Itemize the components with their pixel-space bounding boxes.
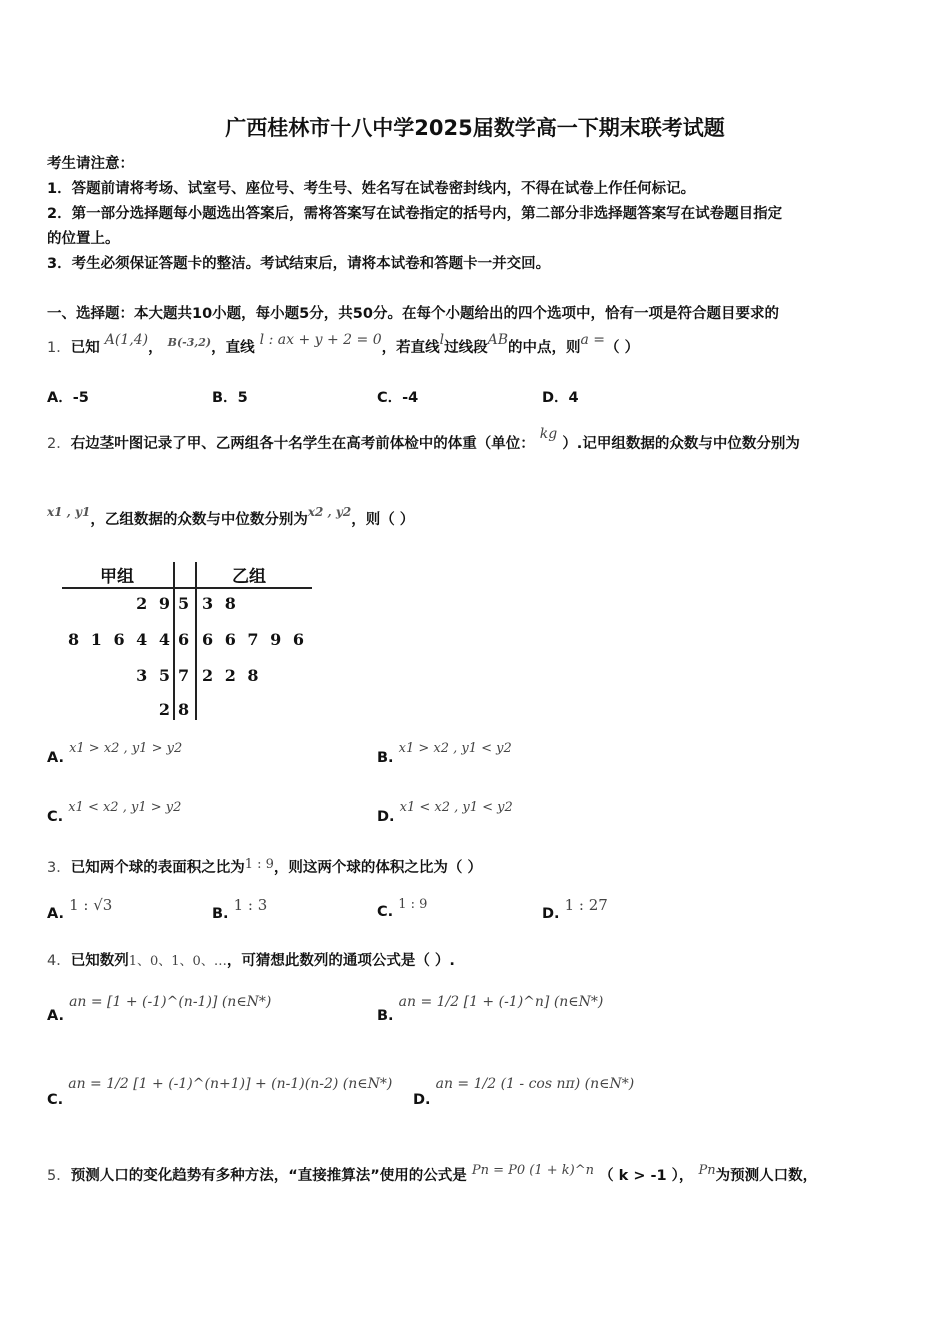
section-heading: 一、选择题：本大题共10小题，每小题5分，共50分。在每个小题给出的四个选项中，恰有一项是符合题目要求的 — [47, 306, 779, 322]
question-3 — [47, 856, 482, 877]
q-text: 已知数列 — [70, 953, 129, 969]
stem: 6 — [178, 630, 190, 649]
question-number: 2． — [47, 436, 71, 452]
left-leaves: 2 9 — [136, 594, 170, 613]
left-leaves: 2 — [158, 700, 170, 719]
q-text: 为预测人口数， — [715, 1168, 818, 1184]
q-text: ，可猜想此数列的通项公式是（ ）. — [226, 953, 455, 969]
page-title: 广西桂林市十八中学2025届数学高一下期末联考试题 — [225, 116, 725, 140]
condition: （ k > -1 ）， — [599, 1168, 694, 1184]
notice-item: 1．答题前请将考场、试室号、座位号、考生号、姓名写在试卷密封线内，不得在试卷上作任何标记。 — [47, 181, 696, 197]
q-text: ， — [148, 340, 163, 356]
sequence: 1、0、1、0、… — [128, 954, 227, 969]
notice-item: 2．第一部分选择题每小题选出答案后，需将答案写在试卷指定的括号内，第二部分非选择题答案写在试卷题目指定 — [47, 206, 783, 222]
question-number: 4． — [47, 953, 71, 969]
q1-option-a[interactable]: A．-5 — [47, 390, 89, 406]
pn: Pn — [698, 1163, 716, 1178]
q3-option-d[interactable]: D. 1 : 27 — [542, 896, 608, 922]
q-text: 过线段 — [444, 340, 488, 356]
q1-option-c[interactable]: C．-4 — [377, 390, 419, 406]
question-2 — [47, 426, 800, 453]
point-a: A(1,4) — [104, 332, 149, 348]
stem: 8 — [178, 700, 190, 719]
question-number: 3． — [47, 860, 71, 876]
x1-y1: x1 , y1 — [47, 505, 91, 519]
q2-option-d[interactable]: D. x1 < x2 , y1 < y2 — [377, 800, 513, 825]
stem-leaf-table — [60, 552, 320, 722]
q-text: 右边茎叶图记录了甲、乙两组各十名学生在高考前体检中的体重（单位： — [70, 436, 535, 452]
variable-a: a = — [580, 332, 606, 348]
q1-option-b[interactable]: B．5 — [212, 390, 248, 406]
notice-item: 3．考生必须保证答题卡的整洁。考试结束后，请将本试卷和答题卡一并交回。 — [47, 256, 551, 272]
q2-option-b[interactable]: B. x1 > x2 , y1 < y2 — [377, 741, 512, 766]
q-text: 预测人口的变化趋势有多种方法，“直接推算法”使用的公式是 — [70, 1168, 467, 1184]
q-text: 的中点，则 — [508, 340, 581, 356]
right-leaves: 3 8 — [202, 594, 236, 613]
question-number: 5． — [47, 1168, 71, 1184]
formula: Pn = P0 (1 + k)^n — [471, 1163, 595, 1178]
unit-kg: kg — [539, 426, 558, 442]
question-number: 1． — [47, 340, 71, 356]
question-5 — [47, 1164, 817, 1185]
q-text: 已知两个球的表面积之比为 — [70, 860, 245, 876]
q-text: 已知 — [70, 340, 100, 356]
line-symbol: l — [439, 332, 445, 348]
q-text: （ ） — [605, 340, 640, 356]
q2-option-a[interactable]: A. x1 > x2 , y1 > y2 — [47, 741, 183, 766]
notice-item: 的位置上。 — [47, 231, 120, 247]
right-header: 乙组 — [232, 567, 266, 587]
q4-option-d[interactable]: D. an = 1/2 (1 - cos nπ) (n∈N*) — [413, 1076, 635, 1108]
question-1 — [47, 332, 640, 357]
line-equation: l : ax + y + 2 = 0 — [259, 332, 382, 348]
q-text: ，若直线 — [381, 340, 440, 356]
point-b: B(-3,2) — [167, 336, 212, 349]
q3-option-b[interactable]: B. 1 : 3 — [212, 896, 268, 922]
left-header: 甲组 — [100, 567, 134, 587]
q3-option-a[interactable]: A. 1 : √3 — [47, 896, 113, 922]
q2-option-c[interactable]: C. x1 < x2 , y1 > y2 — [47, 800, 182, 825]
stem: 7 — [178, 666, 190, 685]
q1-option-d[interactable]: D．4 — [542, 390, 579, 406]
q-text: ，则（ ） — [351, 512, 415, 528]
q4-option-b[interactable]: B. an = 1/2 [1 + (-1)^n] (n∈N*) — [377, 994, 604, 1024]
q4-option-a[interactable]: A. an = [1 + (-1)^(n-1)] (n∈N*) — [47, 994, 272, 1024]
q4-option-c[interactable]: C. an = 1/2 [1 + (-1)^(n+1)] + (n-1)(n-2) (n∈N*) — [47, 1076, 393, 1108]
ratio: 1 : 9 — [244, 857, 274, 872]
left-leaves: 8 1 6 4 4 — [68, 630, 170, 649]
x2-y2: x2 , y2 — [307, 505, 352, 519]
question-4 — [47, 949, 455, 970]
left-leaves: 3 5 — [136, 666, 170, 685]
q3-option-c[interactable]: C. 1 : 9 — [377, 897, 428, 920]
segment-ab: AB — [487, 332, 508, 348]
question-2-line2 — [47, 505, 415, 529]
q-text: ，乙组数据的众数与中位数分别为 — [90, 512, 308, 528]
q-text: ，直线 — [211, 340, 255, 356]
right-leaves: 2 2 8 — [202, 666, 259, 685]
notice-heading: 考生请注意： — [47, 156, 134, 172]
q-text: ，则这两个球的体积之比为（ ） — [273, 860, 482, 876]
stem: 5 — [178, 594, 190, 613]
right-leaves: 6 6 7 9 6 — [202, 630, 304, 649]
q-text: ）.记甲组数据的众数与中位数分别为 — [562, 436, 800, 452]
